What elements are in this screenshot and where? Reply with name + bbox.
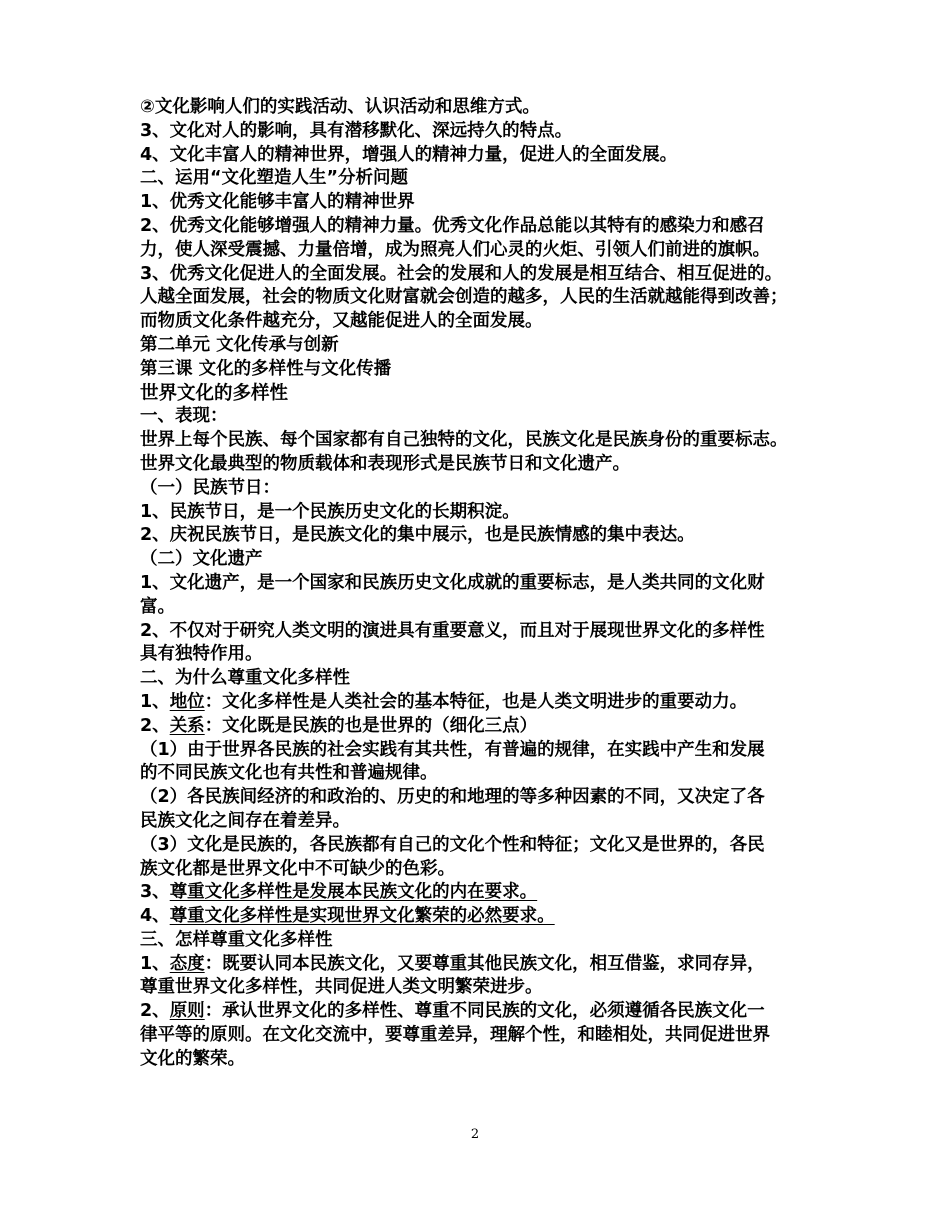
underlined-keyword: 关系 xyxy=(169,715,205,736)
underlined-keyword: 地位 xyxy=(169,691,205,712)
item-text: ：文化既是民族的也是世界的（细化三点） xyxy=(204,715,538,736)
text-line: 2、优秀文化能够增强人的精神力量。优秀文化作品总能以其特有的感染力和感召 xyxy=(140,215,765,236)
text-line: 3、优秀文化促进人的全面发展。社会的发展和人的发展是相互结合、相互促进的。 xyxy=(140,263,783,284)
item-number: 1、 xyxy=(140,691,170,712)
lesson-title: 第三课 文化的多样性与文化传播 xyxy=(140,358,392,379)
text-line: 1、民族节日，是一个民族历史文化的长期积淀。 xyxy=(140,501,520,522)
item-text: ：既要认同本民族文化，又要尊重其他民族文化，相互借鉴，求同存异， xyxy=(204,953,765,974)
underlined-sentence: 尊重文化多样性是实现世界文化繁荣的必然要求。 xyxy=(169,906,555,927)
text-line: （3）文化是民族的，各民族都有自己的文化个性和特征；文化又是世界的，各民 xyxy=(140,834,765,855)
subsection-heading: （二）文化遗产 xyxy=(140,549,263,570)
text-line: 民族文化之间存在着差异。 xyxy=(140,810,350,831)
text-line xyxy=(140,1000,820,1024)
underlined-keyword: 态度 xyxy=(169,953,205,974)
text-line: 尊重世界文化多样性，共同促进人类文明繁荣进步。 xyxy=(140,977,543,998)
text-line: 2、不仅对于研究人类文明的演进具有重要意义，而且对于展现世界文化的多样性 xyxy=(140,620,765,641)
item-number: 3、 xyxy=(140,882,170,903)
text-line xyxy=(140,881,820,905)
text-line xyxy=(140,691,820,715)
text-line: 3、文化对人的影响，具有潜移默化、深远持久的特点。 xyxy=(140,120,573,141)
section-heading: 一、表现： xyxy=(140,406,228,427)
text-line: 力，使人深受震撼、力量倍增，成为照亮人们心灵的火炬、引领人们前进的旗帜。 xyxy=(140,239,770,260)
document-body xyxy=(140,96,820,1072)
text-line: 而物质文化条件越充分，又越能促进人的全面发展。 xyxy=(140,311,543,332)
text-line: 4、文化丰富人的精神世界，增强人的精神力量，促进人的全面发展。 xyxy=(140,144,678,165)
text-line: 1、优秀文化能够丰富人的精神世界 xyxy=(140,192,415,213)
text-line xyxy=(140,953,820,977)
section-heading: 三、怎样尊重文化多样性 xyxy=(140,929,333,950)
text-line: 的不同民族文化也有共性和普遍规律。 xyxy=(140,763,438,784)
section-heading: 二、运用“文化塑造人生”分析问题 xyxy=(140,168,409,189)
text-line: （1）由于世界各民族的社会实践有其共性，有普遍的规律，在实践中产生和发展 xyxy=(140,739,765,760)
text-line: 族文化都是世界文化中不可缺少的色彩。 xyxy=(140,858,455,879)
subsection-heading: （一）民族节日： xyxy=(140,477,280,498)
text-line xyxy=(140,715,820,739)
item-number: 1、 xyxy=(140,953,170,974)
page-number: 2 xyxy=(470,1127,480,1142)
item-number: 2、 xyxy=(140,715,170,736)
text-line: 世界上每个民族、每个国家都有自己独特的文化，民族文化是民族身份的重要标志。 xyxy=(140,430,788,451)
text-line: 律平等的原则。在文化交流中，要尊重差异，理解个性，和睦相处，共同促进世界 xyxy=(140,1025,770,1046)
text-line: （2）各民族间经济的和政治的、历史的和地理的等多种因素的不同，又决定了各 xyxy=(140,787,765,808)
topic-title: 世界文化的多样性 xyxy=(140,382,289,404)
text-line: 具有独特作用。 xyxy=(140,644,263,665)
text-line: 文化的繁荣。 xyxy=(140,1048,245,1069)
unit-title: 第二单元 文化传承与创新 xyxy=(140,334,339,355)
underlined-sentence: 尊重文化多样性是发展本民族文化的内在要求。 xyxy=(169,882,538,903)
text-line: 人越全面发展，社会的物质文化财富就会创造的越多，人民的生活就越能得到改善； xyxy=(140,287,788,308)
item-number: 2、 xyxy=(140,1001,170,1022)
item-text: ：文化多样性是人类社会的基本特征，也是人类文明进步的重要动力。 xyxy=(204,691,748,712)
item-number: 4、 xyxy=(140,906,170,927)
item-text: ：承认世界文化的多样性、尊重不同民族的文化，必须遵循各民族文化一 xyxy=(204,1001,765,1022)
underlined-keyword: 原则 xyxy=(169,1001,205,1022)
text-line: 2、庆祝民族节日，是民族文化的集中展示，也是民族情感的集中表达。 xyxy=(140,525,695,546)
section-heading: 二、为什么尊重文化多样性 xyxy=(140,668,350,689)
text-line xyxy=(140,905,820,929)
text-line: 富。 xyxy=(140,596,175,617)
text-line: 1、文化遗产，是一个国家和民族历史文化成就的重要标志，是人类共同的文化财 xyxy=(140,572,765,593)
text-line: ②文化影响人们的实践活动、认识活动和思维方式。 xyxy=(140,97,540,117)
text-line: 世界文化最典型的物质载体和表现形式是民族节日和文化遗产。 xyxy=(140,453,630,474)
